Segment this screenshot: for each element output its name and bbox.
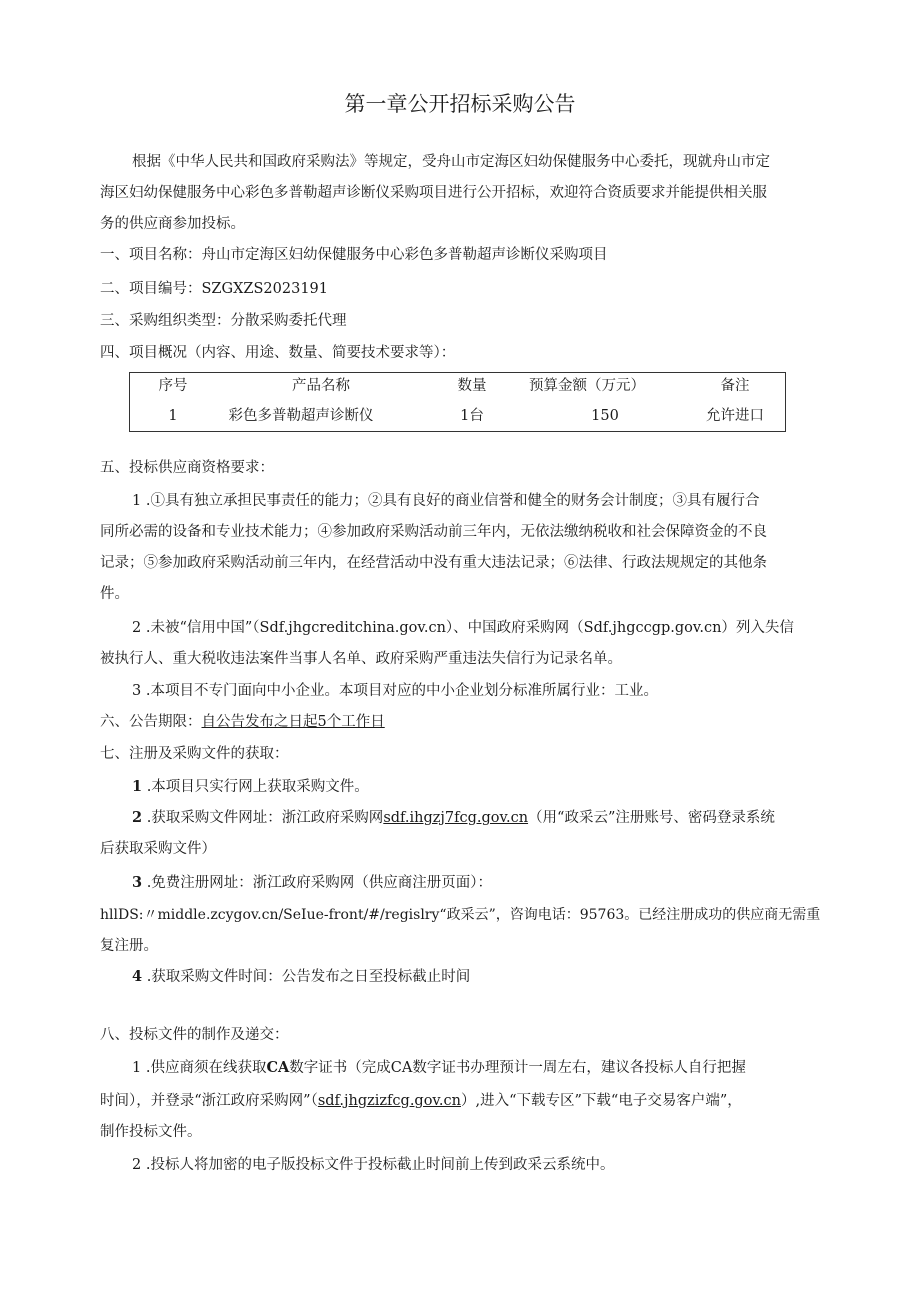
submission-item-line xyxy=(100,1091,742,1111)
project-name: 一、项目名称：舟山市定海区妇幼保健服务中心彩色多普勒超声诊断仪采购项目 xyxy=(100,247,608,263)
item-text: 时间），并登录“浙江政府采购网”（ xyxy=(100,1093,318,1109)
qualification-heading: 五、投标供应商资格要求： xyxy=(100,460,274,476)
table-cell: 1 xyxy=(168,408,178,424)
procurement-org-type: 三、采购组织类型：分散采购委托代理 xyxy=(100,313,347,329)
announcement-period-value: 自公告发布之日起5个工作日 xyxy=(201,714,385,730)
qualification-line: 2 .未被“信用中国”（Sdf.jhgcreditchina.gov.cn）、中国政府采购网（Sdf.jhgccgp.gov.cn）列入失信 xyxy=(132,620,794,636)
table-header-cell: 备注 xyxy=(720,378,750,394)
page-title: 第一章公开招标采购公告 xyxy=(344,92,576,116)
intro-line: 海区妇幼保健服务中心彩色多普勒超声诊断仪采购项目进行公开招标，欢迎符合资质要求并能提供相关服 xyxy=(100,185,767,201)
qualification-line: 同所必需的设备和专业技术能力；④参加政府采购活动前三年内，无依法缴纳税收和社会保障资金的不良 xyxy=(100,524,767,540)
announcement-period-label: 六、公告期限： xyxy=(100,714,202,730)
registration-item-line: 复注册。 xyxy=(100,938,158,954)
registration-url-line: hllDS:〃middle.zcygov.cn/SeIue-front/#/regislry“政采云”，咨询电话：95763。已经注册成功的供应商无需重 xyxy=(100,907,821,923)
project-overview-heading: 四、项目概况（内容、用途、数量、简要技术要求等）： xyxy=(100,345,456,361)
announcement-period xyxy=(100,712,385,732)
intro-line: 务的供应商参加投标。 xyxy=(100,216,245,232)
item-text: 数字证书（完成CA数字证书办理预计一周左右，建议各投标人自行把握 xyxy=(289,1060,746,1076)
product-table xyxy=(129,372,786,432)
registration-item xyxy=(132,873,492,893)
qualification-line: 件。 xyxy=(100,586,129,602)
item-number: 1 xyxy=(132,778,143,795)
registration-item xyxy=(132,967,470,987)
qualification-line: 1 .①具有独立承担民事责任的能力；②具有良好的商业信誉和健全的财务会计制度；③具有履行合 xyxy=(132,493,760,509)
item-text-bold: CA xyxy=(266,1059,290,1076)
submission-heading: 八、投标文件的制作及递交： xyxy=(100,1027,289,1043)
qualification-line: 被执行人、重大税收违法案件当事人名单、政府采购严重违法失信行为记录名单。 xyxy=(100,651,622,667)
intro-line: 根据《中华人民共和国政府采购法》等规定，受舟山市定海区妇幼保健服务中心委托，现就舟山市定 xyxy=(132,154,770,170)
zjcg-download-link[interactable]: sdf.jhgzizfcg.gov.cn xyxy=(317,1093,461,1109)
table-cell: 1台 xyxy=(460,408,484,424)
zjcg-link[interactable]: sdf.ihgzj7fcg.gov.cn xyxy=(383,810,529,826)
qualification-line: 记录；⑤参加政府采购活动前三年内，在经营活动中没有重大违法记录；⑥法律、行政法规规定的其他条 xyxy=(100,555,767,571)
item-text: ）,进入“下载专区”下载“电子交易客户端”， xyxy=(460,1093,742,1109)
table-cell: 彩色多普勒超声诊断仪 xyxy=(228,408,374,424)
item-text: 1 .供应商须在线获取 xyxy=(132,1060,267,1076)
table-header-cell: 产品名称 xyxy=(292,378,350,394)
item-text: .获取采购文件时间：公告发布之日至投标截止时间 xyxy=(142,969,471,985)
submission-item: 2 .投标人将加密的电子版投标文件于投标截止时间前上传到政采云系统中。 xyxy=(132,1157,615,1173)
registration-item-line: 后获取采购文件） xyxy=(100,841,216,857)
project-number: 二、项目编号：SZGXZS2023191 xyxy=(100,281,328,297)
table-header-cell: 序号 xyxy=(158,378,188,394)
registration-item xyxy=(132,777,369,797)
item-text: .本项目只实行网上获取采购文件。 xyxy=(142,779,369,795)
registration-item xyxy=(132,808,775,828)
item-number: 4 xyxy=(132,968,143,985)
table-header-cell: 预算金额（万元） xyxy=(529,378,645,394)
item-text: （用“政采云”注册账号、密码登录系统 xyxy=(528,810,775,826)
item-text: .免费注册网址：浙江政府采购网（供应商注册页面）： xyxy=(142,875,493,891)
qualification-line: 3 .本项目不专门面向中小企业。本项目对应的中小企业划分标准所属行业：工业。 xyxy=(132,683,658,699)
table-cell: 150 xyxy=(591,408,619,424)
item-text: .获取采购文件网址：浙江政府采购网 xyxy=(142,810,384,826)
registration-heading: 七、注册及采购文件的获取： xyxy=(100,746,289,762)
item-number: 2 xyxy=(132,809,143,826)
submission-item xyxy=(132,1058,746,1078)
table-header-cell: 数量 xyxy=(457,378,487,394)
submission-item-line: 制作投标文件。 xyxy=(100,1124,202,1140)
table-cell: 允许进口 xyxy=(706,408,764,424)
item-number: 3 xyxy=(132,874,143,891)
